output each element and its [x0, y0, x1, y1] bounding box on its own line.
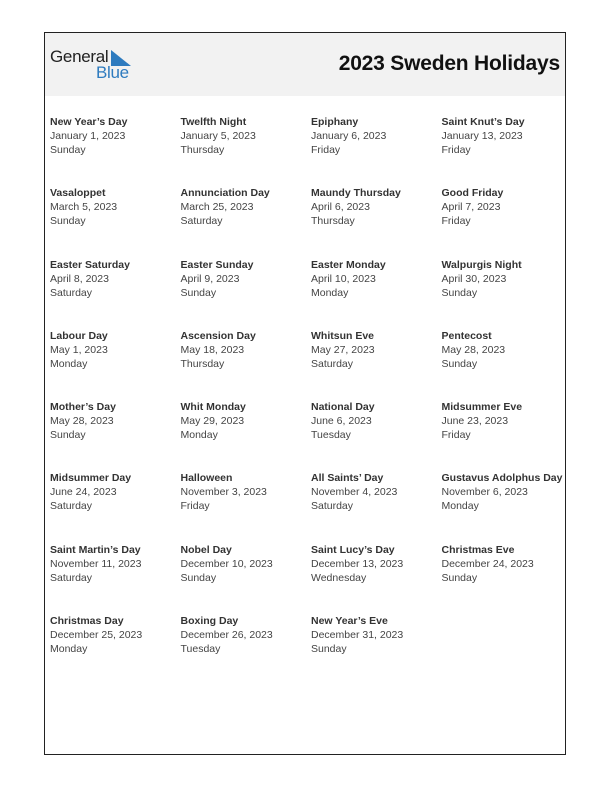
holiday-name: Midsummer Eve [441, 401, 523, 414]
holiday-weekday: Saturday [50, 571, 93, 584]
holiday-date: December 26, 2023 [180, 629, 273, 642]
holiday-date: June 24, 2023 [50, 486, 117, 499]
holiday-item [311, 186, 442, 257]
holiday-date: April 30, 2023 [441, 272, 507, 285]
holiday-weekday: Friday [441, 429, 471, 442]
holiday-item [311, 400, 442, 471]
holiday-weekday: Friday [441, 144, 471, 156]
holiday-item [181, 400, 312, 471]
holiday-item [311, 471, 442, 542]
holiday-weekday: Saturday [311, 357, 354, 370]
holiday-date: January 1, 2023 [50, 130, 126, 142]
page-title: 2023 Sweden Holidays [338, 52, 560, 75]
holiday-date: January 13, 2023 [441, 130, 523, 142]
holiday-weekday: Monday [50, 643, 88, 656]
holiday-name: Ascension Day [180, 329, 256, 342]
holiday-date: November 3, 2023 [180, 486, 267, 499]
holiday-date: April 6, 2023 [311, 201, 370, 214]
holiday-date: May 1, 2023 [50, 343, 108, 356]
holiday-weekday: Sunday [441, 286, 478, 299]
holiday-weekday: Monday [441, 500, 479, 513]
holiday-weekday: Tuesday [311, 429, 351, 442]
holiday-item [181, 614, 312, 685]
holiday-date: March 5, 2023 [50, 201, 118, 214]
holiday-item [442, 329, 573, 400]
holiday-name: Epiphany [311, 116, 359, 128]
holiday-name: National Day [311, 401, 375, 414]
holiday-weekday: Sunday [50, 215, 86, 228]
holiday-weekday: Sunday [180, 286, 217, 299]
holiday-name: Saint Knut’s Day [441, 116, 525, 128]
holiday-name: Pentecost [441, 329, 492, 342]
holiday-item [181, 471, 312, 542]
holiday-item [442, 543, 573, 614]
holiday-date: December 31, 2023 [311, 629, 404, 642]
holiday-date: December 13, 2023 [311, 557, 404, 570]
logo-general-text: General [50, 47, 109, 66]
holiday-weekday: Sunday [50, 429, 86, 442]
holiday-name: Twelfth Night [180, 116, 247, 128]
holiday-item [442, 471, 573, 542]
holiday-item [50, 329, 181, 400]
holiday-date: April 8, 2023 [50, 272, 109, 285]
holiday-name: New Year’s Eve [311, 615, 388, 628]
holiday-date: April 10, 2023 [311, 272, 376, 285]
holiday-item [311, 614, 442, 685]
holiday-item [311, 329, 442, 400]
holiday-name: Easter Monday [311, 258, 386, 271]
holiday-weekday: Wednesday [311, 571, 367, 584]
holiday-weekday: Saturday [50, 500, 93, 513]
holiday-item [311, 258, 442, 329]
holiday-date: June 6, 2023 [311, 415, 372, 428]
holiday-weekday: Saturday [50, 286, 93, 299]
holiday-weekday: Tuesday [180, 643, 221, 656]
holiday-weekday: Monday [50, 357, 88, 370]
holiday-name: Maundy Thursday [311, 187, 401, 200]
holiday-date: November 4, 2023 [311, 486, 398, 499]
holiday-name: Annunciation Day [180, 187, 270, 200]
holiday-name: Saint Martin’s Day [50, 543, 141, 556]
page-frame [44, 32, 566, 755]
holiday-weekday: Sunday [311, 643, 347, 656]
holiday-name: Christmas Eve [441, 543, 515, 556]
holiday-weekday: Sunday [180, 571, 217, 584]
holiday-item [181, 115, 312, 186]
holiday-item [50, 614, 181, 685]
holiday-item [50, 543, 181, 614]
holiday-date: December 25, 2023 [50, 629, 143, 642]
holiday-weekday: Sunday [441, 357, 478, 370]
holiday-date: December 24, 2023 [441, 557, 534, 570]
holiday-item [50, 471, 181, 542]
holiday-date: December 10, 2023 [180, 557, 273, 570]
holiday-name: Walpurgis Night [441, 258, 522, 271]
holiday-item [181, 258, 312, 329]
holiday-item [442, 400, 573, 471]
holiday-item [442, 258, 573, 329]
holiday-item [50, 258, 181, 329]
holiday-name: Easter Sunday [180, 258, 254, 271]
holiday-item [442, 186, 573, 257]
holiday-name: Halloween [180, 472, 233, 485]
holiday-weekday: Saturday [311, 500, 354, 513]
holiday-item [181, 329, 312, 400]
holiday-weekday: Friday [311, 144, 341, 156]
holiday-item [50, 400, 181, 471]
holiday-date: January 6, 2023 [311, 130, 387, 142]
holiday-name: Midsummer Day [50, 472, 132, 485]
holiday-weekday: Saturday [180, 215, 223, 228]
holiday-name: Vasaloppet [50, 187, 106, 200]
holiday-weekday: Thursday [180, 144, 225, 156]
holiday-item [311, 115, 442, 186]
holiday-name: Good Friday [441, 187, 504, 200]
holiday-name: Whitsun Eve [311, 329, 375, 342]
header-band [45, 33, 565, 96]
holiday-weekday: Friday [441, 215, 471, 228]
holiday-weekday: Monday [180, 429, 218, 442]
holiday-date: November 11, 2023 [50, 557, 142, 570]
holiday-item [181, 543, 312, 614]
holiday-date: January 5, 2023 [180, 130, 256, 142]
holiday-name: Boxing Day [180, 615, 239, 628]
holiday-name: Christmas Day [50, 615, 124, 628]
holiday-item [50, 115, 181, 186]
holiday-weekday: Thursday [180, 357, 225, 370]
holiday-grid [50, 115, 570, 685]
holiday-date: April 7, 2023 [441, 201, 501, 214]
holiday-date: May 28, 2023 [441, 343, 506, 356]
holiday-weekday: Friday [180, 500, 210, 513]
holiday-name: All Saints’ Day [311, 472, 384, 485]
holiday-name: Nobel Day [180, 543, 232, 556]
logo-blue-text: Blue [96, 63, 129, 82]
holiday-item [311, 543, 442, 614]
holiday-date: November 6, 2023 [441, 486, 528, 499]
holiday-date: June 23, 2023 [441, 415, 509, 428]
holiday-name: Labour Day [50, 329, 108, 342]
holiday-name: New Year’s Day [50, 116, 128, 128]
holiday-date: May 18, 2023 [180, 343, 245, 356]
holiday-name: Whit Monday [180, 401, 246, 414]
holiday-item [50, 186, 181, 257]
holiday-name: Gustavus Adolphus Day [441, 472, 563, 485]
generalblue-logo [50, 47, 140, 83]
holiday-item [442, 115, 573, 186]
holiday-name: Mother’s Day [50, 401, 116, 414]
holiday-weekday: Monday [311, 286, 349, 299]
holiday-weekday: Sunday [50, 144, 86, 156]
holiday-date: March 25, 2023 [180, 201, 254, 214]
holiday-name: Saint Lucy’s Day [311, 543, 395, 556]
holiday-date: April 9, 2023 [180, 272, 240, 285]
holiday-item [181, 186, 312, 257]
holiday-date: May 28, 2023 [50, 415, 114, 428]
holiday-date: May 29, 2023 [180, 415, 245, 428]
holiday-date: May 27, 2023 [311, 343, 375, 356]
holiday-weekday: Thursday [311, 215, 355, 228]
holiday-name: Easter Saturday [50, 258, 130, 271]
holiday-weekday: Sunday [441, 571, 478, 584]
